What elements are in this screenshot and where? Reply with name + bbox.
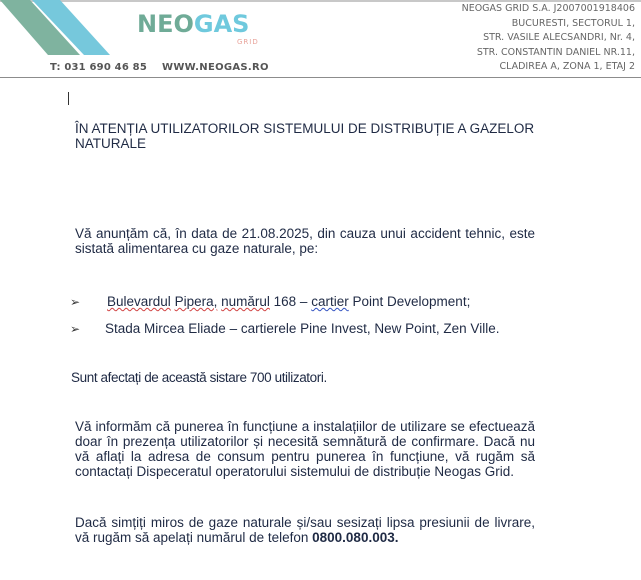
address-line: NEOGAS GRID S.A. J2007001918406: [461, 3, 635, 14]
emergency-paragraph: Dacă simțiți miros de gaze naturale și/sau sesizați lipsa presiunii de livrare, vă rugăm să apelați numărul de telefon 0800.080.003.: [75, 515, 535, 545]
address-line: BUCURESTI, SECTORUL 1,: [511, 17, 635, 29]
logo-gas: GAS: [193, 10, 250, 38]
logo-stripes-graphic: [0, 0, 130, 60]
text-cursor[interactable]: [68, 92, 69, 105]
bullet-item: Stada Mircea Eliade – cartierele Pine Invest, New Point, Zen Ville.: [105, 321, 500, 336]
info-paragraph: Vă informăm că punerea în funcțiune a instalațiilor de utilizare se efectuează doar în prezența utilizatorilor și necesită semnătură de confirmare. Dacă nu vă aflați la adresa de consum pentru punerea în funcțiune, vă rugăm să contactați Dispeceratul operatorului sistemului de distribuție Neogas Grid.: [75, 419, 535, 479]
affected-users-paragraph: Sunt afectați de această sistare 700 utilizatori.: [71, 370, 327, 385]
logo-grid: GRID: [237, 38, 259, 46]
emergency-phone: 0800.080.003.: [312, 530, 399, 545]
header-divider: [0, 77, 641, 78]
logo-neo: NEO: [137, 10, 194, 38]
document-title: ÎN ATENȚIA UTILIZATORILOR SISTEMULUI DE DISTRIBUȚIE A GAZELOR NATURALE: [75, 121, 535, 151]
header-phone: T: 031 690 46 85: [50, 62, 147, 73]
bullet-item: Bulevardul Pipera, numărul 168 – cartier Point Development;: [107, 294, 471, 309]
intro-paragraph: Vă anunțăm că, în data de 21.08.2025, din cauza unui accident tehnic, este sistată alimentarea cu gaze naturale, pe:: [75, 226, 535, 256]
header-website: WWW.NEOGAS.RO: [162, 62, 269, 73]
header-address: [462, 2, 635, 75]
address-line: STR. VASILE ALECSANDRI, Nr. 4,: [483, 32, 635, 44]
address-line: STR. CONSTANTIN DANIEL NR.11,: [476, 46, 635, 58]
neogas-logo: [137, 10, 262, 50]
letterhead: [0, 0, 641, 78]
bullet-arrow-icon: ➢: [70, 295, 81, 309]
bullet-arrow-icon: ➢: [70, 322, 81, 336]
address-line: CLADIREA A, ZONA 1, ETAJ 2: [499, 61, 635, 73]
